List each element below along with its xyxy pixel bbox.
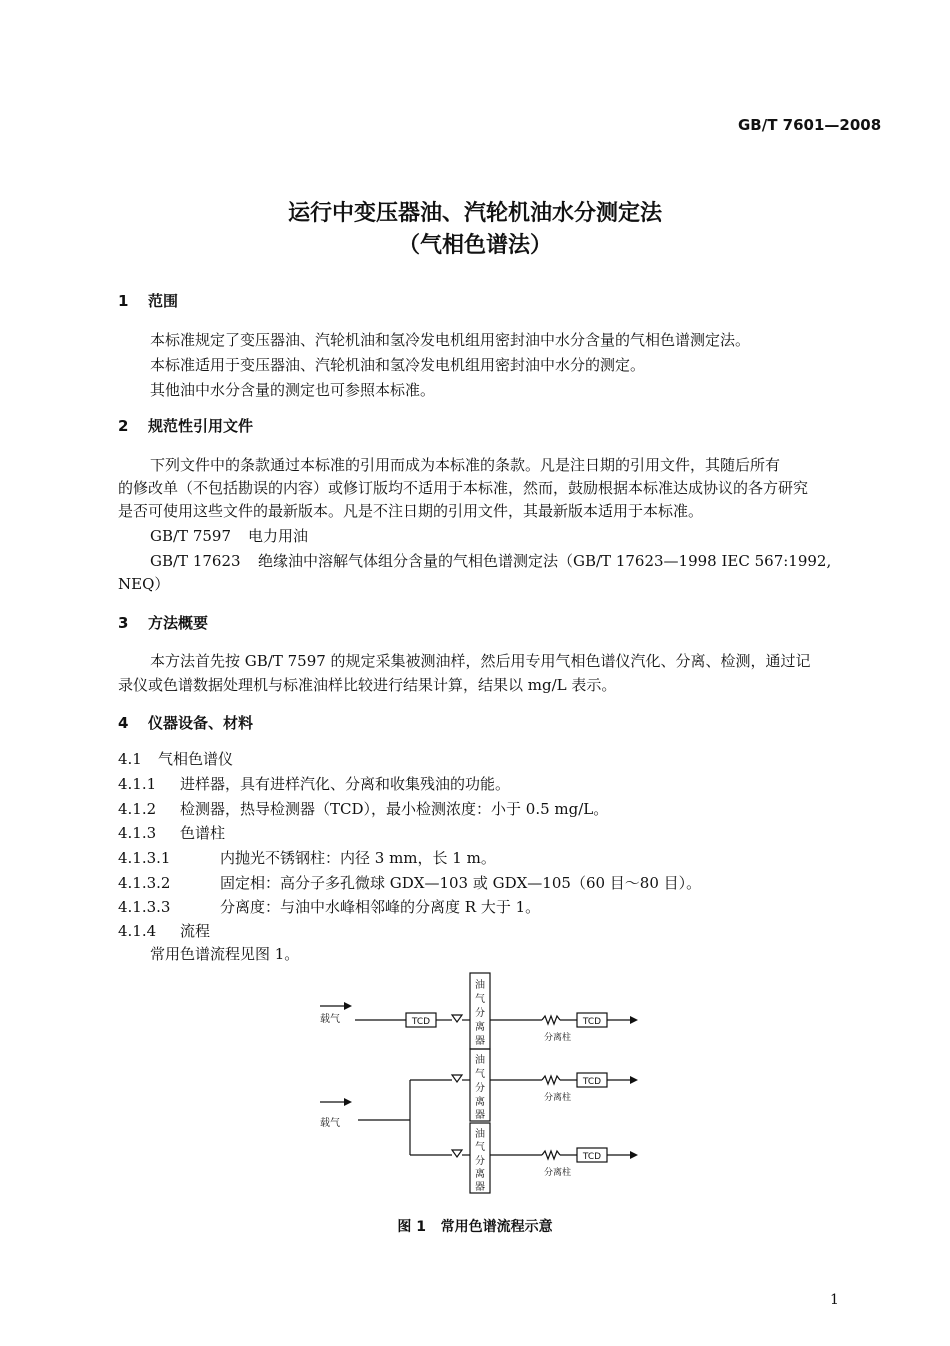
sep2-char-5: 器 [475, 1110, 485, 1121]
section-4-heading: 4 仪器设备、材料 [118, 714, 254, 732]
section-2-para-line-3: 是否可使用这些文件的最新版本。凡是不注日期的引用文件，其最新版本适用于本标准。 [118, 502, 704, 520]
sep2-char-2: 气 [475, 1069, 485, 1080]
sep2-char-4: 离 [475, 1097, 485, 1108]
valve-icon-3 [452, 1150, 462, 1157]
page-subtitle: （气相色谱法） [397, 233, 552, 258]
column-label-2: 分离柱 [544, 1093, 572, 1103]
section-2-para-line-2: 的修改单（不包括勘误的内容）或修订版均不适用于本标准，然而，鼓励根据本标准达成协议的各方研究 [118, 479, 809, 497]
column-coil-3 [542, 1151, 560, 1159]
sep3-char-2: 气 [475, 1142, 485, 1153]
section-3-heading: 3 方法概要 [118, 614, 209, 632]
valve-icon-1 [452, 1015, 462, 1022]
sep3-char-4: 离 [475, 1169, 485, 1180]
figure-caption: 图 1 常用色谱流程示意 [397, 1219, 553, 1235]
carrier-gas-label-1: 载气 [320, 1014, 340, 1025]
clause-4-1-3: 4.1.3 色谱柱 [118, 824, 226, 842]
section-1-heading: 1 范围 [118, 292, 179, 310]
clause-4-1-4-text: 常用色谱流程见图 1。 [150, 945, 300, 963]
reference-gbt17623: GB/T 17623 绝缘油中溶解气体组分含量的气相色谱测定法（GB/T 17623—1998 IEC 567:1992, [150, 552, 832, 570]
clause-4-1-4: 4.1.4 流程 [118, 922, 211, 940]
clause-4-1-3-2: 4.1.3.2 固定相：高分子多孔微球 GDX—103 或 GDX—105（60 目～80 目）。 [118, 874, 702, 892]
sep3-char-5: 器 [475, 1182, 485, 1193]
tcd-label-2: TCD [582, 1017, 602, 1027]
sep3-char-3: 分 [475, 1156, 485, 1167]
sep1-char-1: 油 [475, 980, 485, 991]
section-1-para-3: 其他油中水分含量的测定也可参照本标准。 [150, 381, 436, 399]
page-number: 1 [830, 1292, 839, 1308]
clause-4-1-3-1: 4.1.3.1 内抛光不锈钢柱：内径 3 mm，长 1 m。 [118, 849, 496, 867]
reference-gbt7597: GB/T 7597 电力用油 [150, 527, 309, 545]
tcd-label-3: TCD [582, 1077, 602, 1087]
carrier-gas-label-2: 载气 [320, 1118, 340, 1129]
column-label-3: 分离柱 [544, 1168, 572, 1178]
column-coil-1 [542, 1016, 560, 1024]
sep3-char-1: 油 [475, 1129, 485, 1140]
section-3-para-line-1: 本方法首先按 GB/T 7597 的规定采集被测油样，然后用专用气相色谱仪汽化、分离、检测，通过记 [150, 652, 811, 670]
valve-icon-2 [452, 1075, 462, 1082]
section-2-heading: 2 规范性引用文件 [118, 417, 254, 435]
section-2-para-line-1: 下列文件中的条款通过本标准的引用而成为本标准的条款。凡是注日期的引用文件，其随后所有 [150, 456, 781, 474]
sep1-char-3: 分 [475, 1008, 485, 1019]
clause-4-1-1: 4.1.1 进样器，具有进样汽化、分离和收集残油的功能。 [118, 775, 511, 793]
column-label-1: 分离柱 [544, 1033, 572, 1043]
clause-4-1-3-3: 4.1.3.3 分离度：与油中水峰相邻峰的分离度 R 大于 1。 [118, 898, 541, 916]
flow-diagram [300, 970, 660, 1200]
page-title: 运行中变压器油、汽轮机油水分测定法 [287, 201, 662, 226]
sep1-char-2: 气 [475, 994, 485, 1005]
clause-4-1: 4.1 气相色谱仪 [118, 750, 234, 768]
tcd-label-4: TCD [582, 1152, 602, 1162]
sep2-char-3: 分 [475, 1083, 485, 1094]
section-1-para-1: 本标准规定了变压器油、汽轮机油和氢冷发电机组用密封油中水分含量的气相色谱测定法。 [150, 331, 751, 349]
tcd-label-1: TCD [411, 1017, 431, 1027]
column-coil-2 [542, 1076, 560, 1084]
reference-gbt17623-tail: NEQ） [118, 575, 170, 593]
section-1-para-2: 本标准适用于变压器油、汽轮机油和氢冷发电机组用密封油中水分的测定。 [150, 356, 646, 374]
document-number: GB/T 7601—2008 [738, 116, 882, 134]
sep1-char-5: 器 [475, 1036, 485, 1047]
sep1-char-4: 离 [475, 1022, 485, 1033]
sep2-char-1: 油 [475, 1055, 485, 1066]
section-3-para-line-2: 录仪或色谱数据处理机与标准油样比较进行结果计算，结果以 mg/L 表示。 [118, 676, 617, 694]
clause-4-1-2: 4.1.2 检测器，热导检测器（TCD），最小检测浓度：小于 0.5 mg/L。 [118, 800, 609, 818]
